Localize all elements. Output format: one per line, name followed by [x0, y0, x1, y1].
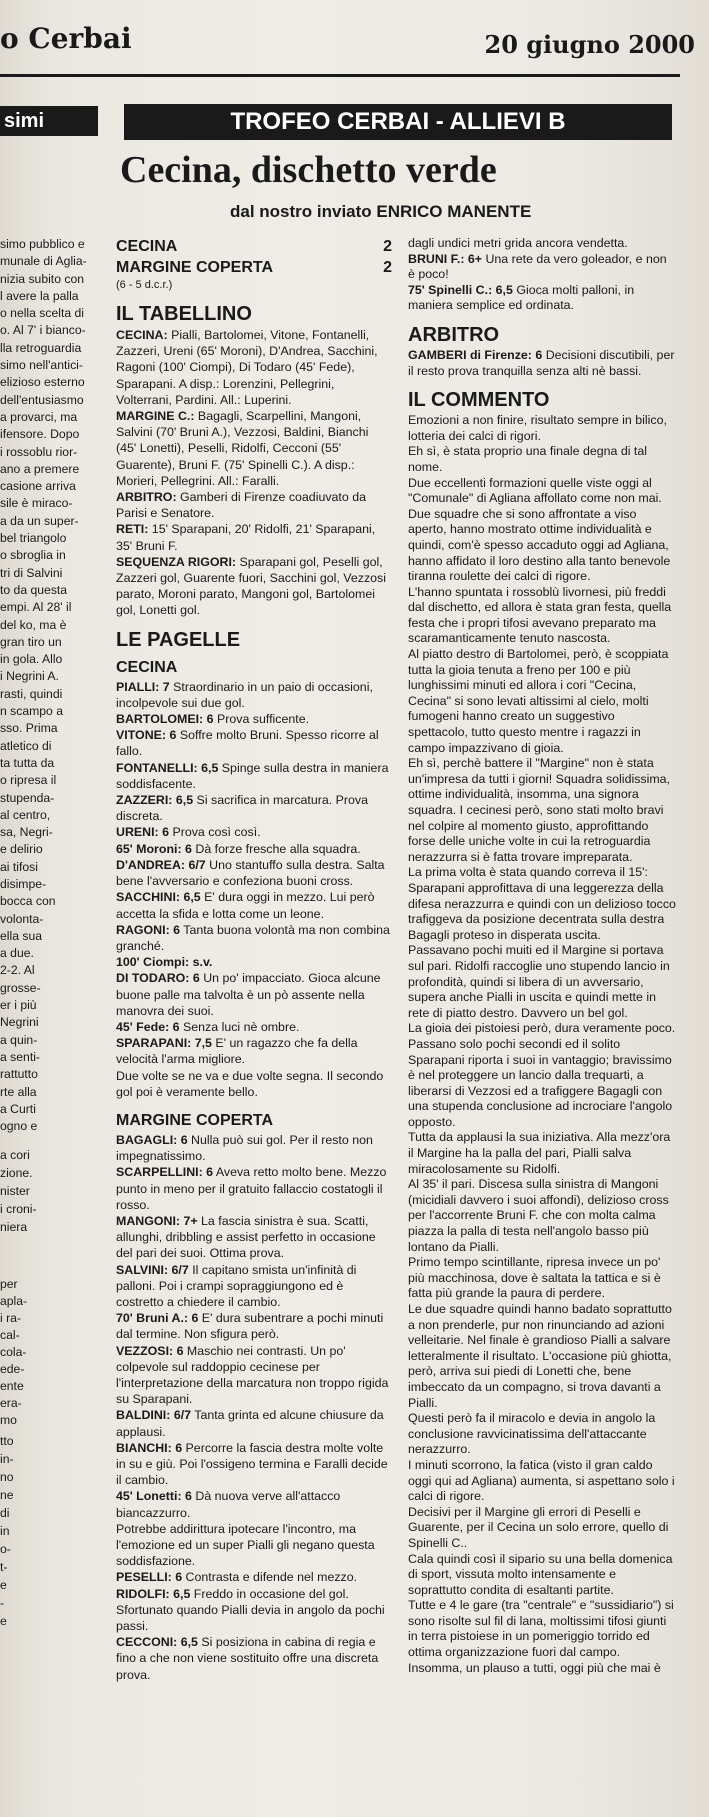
item-lead: RAGONI: 6	[116, 922, 181, 937]
player-rating	[116, 970, 392, 1019]
fragment-line: rattutto	[0, 1067, 38, 1082]
player-rating	[116, 1262, 392, 1311]
fragment-line: in	[0, 1524, 10, 1538]
item-text: Aveva retto molto bene. Mezzo punto in meno per il gratuito fallaccio costatogli il rosso.	[116, 1165, 387, 1212]
right-column	[408, 236, 676, 1676]
left-column-fragment	[0, 236, 96, 1135]
fragment-line: tri di Salvini	[0, 565, 63, 580]
commento-paragraph: La prima volta è stata quando correva il 15': Sparapani approfittava di una leggerezza della difesa nerazzurra e quindi con un delizioso tocco trafiggeva da posizione decentrata sulla destra Bagagli proteso in disperata uscita.	[408, 865, 676, 942]
fragment-line: o nella scelta di	[0, 306, 85, 321]
item-lead: BRUNI F.: 6+	[408, 251, 483, 266]
item-text: Senza luci nè ombre.	[179, 1019, 300, 1034]
fragment-line: e	[0, 1614, 7, 1628]
commento-paragraph: I minuti scorrono, la fatica (visto il gran caldo oggi qui ad Agliana) aumenta, si aspettano solo i calci di rigore.	[408, 1457, 675, 1504]
item-text: Percorre la fascia destra molte volte in su e giù. Poi l'ossigeno termina e Faralli decide il cambio.	[116, 1440, 388, 1488]
tabellino-paragraph	[116, 554, 392, 619]
team2-score: 2	[383, 259, 392, 276]
commento-paragraph: Primo tempo scintillante, ripresa invece un po' più macchinosa, dove è saltata la tattica e si è fatta più grande la paura di perdere.	[408, 1255, 661, 1301]
player-rating	[116, 1132, 392, 1164]
fragment-line: o sbroglia in	[0, 548, 66, 563]
commento-paragraph: Passano solo pochi secondi ed il solito Sparapani riporta i suoi in vantaggio; bravissimo è nel proteggere un lancio dalla trequarti, a liberarsi di Vezzosi ed a trafiggere Bagagli con una stupenda conclusione ad incrociare l'angolo opposto.	[408, 1036, 673, 1129]
item-text: Freddo in occasione del gol. Sfortunato quando Pialli devia in angolo da pochi passi.	[116, 1586, 385, 1634]
player-rating	[116, 1019, 392, 1035]
tabellino-paragraph	[116, 408, 392, 489]
item-text: Straordinario in un paio di occasioni, incolpevole sui due gol.	[116, 679, 373, 710]
score-row-team2	[116, 257, 392, 278]
commento-paragraph: Tutte e 4 le gare (tra "centrale" e "sussidiario") si sono risolte sul fil di lana, moltissimi tifosi giunti in terra pistoiese in un pomeriggio torrido ed ottima organizzazione fuori dal campo. Insomma, un plauso a tutti, oggi più che mai è	[408, 1598, 674, 1675]
right-column-top	[408, 236, 676, 314]
item-text: Pialli, Bartolomei, Vitone, Fontanelli, Zazzeri, Ureni (65' Moroni), D'Andrea, Sacchini, Ragoni (100' Ciompi), Di Todaro (45' Fede), Sparapani. A disp.: Lorenzini, Pellegrini, Volterrani, Pardini. All.: Luperini.	[116, 328, 378, 407]
team1-name: CECINA	[116, 238, 178, 255]
item-lead: PIALLI: 7	[116, 679, 170, 694]
fragment-line: ai tifosi	[0, 859, 38, 874]
pagelle-team2: MARGINE COPERTA	[116, 1111, 274, 1129]
item-lead: D'ANDREA: 6/7	[116, 857, 206, 872]
item-text: dagli undici metri grida ancora vendetta.	[408, 236, 628, 250]
item-lead: SACCHINI: 6,5	[116, 890, 201, 905]
item-text: Gamberi di Firenze coadiuvato da Parisi e Senatore.	[116, 490, 366, 521]
fragment-line: zione.	[0, 1166, 33, 1180]
player-rating	[116, 922, 392, 954]
item-lead: URENI: 6	[116, 825, 170, 840]
player-rating	[116, 1569, 392, 1585]
fragment-line: nizia subito con	[0, 271, 85, 286]
pagelle-team2-list	[116, 1132, 392, 1683]
fragment-line: rte alla	[0, 1084, 37, 1099]
penalty-note: (6 - 5 d.c.r.)	[116, 279, 173, 291]
item-lead: SCARPELLINI: 6	[116, 1165, 214, 1180]
item-text: Si posiziona in cabina di regia e fino a che non viene sostituito offre una discreta prova.	[116, 1635, 379, 1682]
pagelle-heading: LE PAGELLE	[116, 628, 241, 651]
item-text: La fascia sinistra è sua. Scatti, allunghi, dribbling e assist perfetto in occasione del pari dei suoi. Ottima prova.	[116, 1213, 376, 1261]
fragment-line: er i più	[0, 998, 37, 1013]
fragment-line: ne	[0, 1488, 14, 1502]
byline: dal nostro inviato ENRICO MANENTE	[230, 202, 532, 221]
player-rating	[116, 1407, 392, 1439]
commento-paragraph: Emozioni a non finire, risultato sempre in bilico, lotteria dei calci di rigori.	[408, 413, 667, 443]
fragment-line: dell'entusiasmo	[0, 392, 84, 407]
item-lead: VITONE: 6	[116, 728, 177, 743]
item-lead: PESELLI: 6	[116, 1570, 183, 1585]
fragment-line: a cori	[0, 1148, 30, 1162]
player-rating	[116, 857, 392, 889]
fragment-line: a senti-	[0, 1049, 40, 1064]
fragment-line: ifensore. Dopo	[0, 427, 80, 442]
fragment-line: t-	[0, 1560, 8, 1574]
player-rating	[116, 889, 392, 921]
team1-score: 2	[383, 238, 392, 255]
tabellino-body	[116, 327, 392, 619]
item-text: Tanta buona volontà ma non combina granché.	[116, 922, 390, 953]
header-rule	[0, 74, 680, 77]
fragment-line: a quin-	[0, 1032, 38, 1047]
arbitro-body: Decisioni discutibili, per il resto prova tranquilla senza alti nè bassi.	[408, 347, 675, 378]
pagelle-team1: CECINA	[116, 658, 178, 676]
fragment-line: simo nell'antici-	[0, 358, 83, 373]
commento-paragraph: Passavano pochi muiti ed il Margine si portava sul pari. Ridolfi raccoglie uno stupendo lancio in profondità, quindi si libera di un avversario, supera anche Pialli in uscita e quindi mette in rete di piatto destro. Davvero un bel gol.	[408, 943, 670, 1020]
item-text: Potrebbe addirittura ipotecare l'incontro, ma l'emozione ed un super Pialli gli negano questa soddisfazione.	[116, 1521, 375, 1569]
item-text: Tanta grinta ed alcune chiusure da applausi.	[116, 1408, 384, 1439]
player-rating	[408, 236, 676, 252]
item-lead: MANGONI: 7+	[116, 1213, 198, 1228]
item-text: Uno stantuffo sulla destra. Salta bene l'avversario e confeziona buoni cross.	[116, 857, 385, 889]
fragment-line: o ripresa il	[0, 773, 57, 788]
item-text: Il capitano smista un'infinità di palloni. Poi i crampi sopraggiungono ed è costretto a chiedere il cambio.	[116, 1262, 357, 1309]
player-rating	[116, 1343, 392, 1408]
fragment-line: era-	[0, 1396, 22, 1410]
item-lead: BIANCHI: 6	[116, 1440, 183, 1455]
commento-paragraph: Eh sì, è stata proprio una finale degna di tal nome.	[408, 444, 648, 474]
player-rating	[116, 954, 392, 970]
fragment-line: rasti, quindi	[0, 686, 63, 701]
fragment-line: -	[0, 1596, 5, 1610]
item-text: 15' Sparapani, 20' Ridolfi, 21' Sparapani, 35' Bruni F.	[116, 522, 376, 553]
fragment-line: a provarci, ma	[0, 409, 78, 424]
fragment-line: i ra-	[0, 1311, 21, 1325]
fragment-line: to da questa	[0, 582, 68, 597]
item-text: E' un ragazzo che fa della velocità l'arma migliore.	[116, 1036, 358, 1067]
item-lead: 75' Spinelli C.: 6,5	[408, 282, 513, 297]
fragment-line: e delirio	[0, 842, 43, 857]
fragment-line: bel triangolo	[0, 531, 67, 546]
team2-name: MARGINE COPERTA	[116, 259, 274, 276]
player-rating	[116, 1586, 392, 1635]
fragment-line: in gola. Allo	[0, 652, 63, 667]
player-rating	[116, 1440, 392, 1489]
fragment-line: o. Al 7' i bianco-	[0, 323, 86, 338]
fragment-line: casione arriva	[0, 479, 76, 494]
section-banner: TROFEO CERBAI - ALLIEVI B	[124, 104, 672, 140]
player-rating	[116, 1068, 392, 1100]
player-rating	[408, 252, 676, 283]
tabellino-heading: IL TABELLINO	[116, 303, 252, 325]
fragment-line: i croni-	[0, 1202, 37, 1216]
commento-paragraph: L'hanno spuntata i rossoblù livornesi, più freddi dal dischetto, ed allora è stata gran festa, quella festa che i propri tifosi avevano preparato ma scaramanticamente tenuto nascosta.	[408, 584, 672, 646]
commento-paragraph: Tutta da applausi la sua iniziativa. Alla mezz'ora il Margine ha la palla del pari, Pialli salva miracolosamente su Ridolfi.	[408, 1130, 671, 1176]
fragment-line: nister	[0, 1184, 30, 1198]
item-text: Gioca molti palloni, in maniera semplice ed ordinata.	[408, 282, 635, 313]
commento-paragraph: Al piatto destro di Bartolomei, però, è scoppiata tutta la gioia tenuta a freno per 100 e più lunghissimi minuti ed allora i cori "Cecina, Cecina" si sono levati altissimi al cielo, molti fumogeni hanno creato un suggestivo spettacolo, tutto questo mentre i ragazzi in campo impazzivano di gioia.	[408, 647, 669, 755]
commento-paragraph: Cala quindi così il sipario su una bella domenica di sport, vissuta molto intensamente e soprattutto condita di esaltanti partite.	[408, 1551, 673, 1597]
player-rating	[116, 1521, 392, 1570]
fragment-line: o-	[0, 1542, 11, 1556]
fragment-line: n scampo a	[0, 704, 64, 719]
fragment-line: no	[0, 1470, 14, 1484]
item-lead: RETI:	[116, 522, 149, 537]
fragment-line: ta tutta da	[0, 755, 55, 770]
player-rating	[408, 283, 676, 314]
fragment-line: cal-	[0, 1328, 20, 1342]
item-lead: 45' Fede: 6	[116, 1019, 180, 1034]
fragment-line: ede-	[0, 1362, 25, 1376]
player-rating	[116, 760, 392, 792]
tabellino-paragraph	[116, 521, 392, 553]
left-column-fragment-4	[0, 1432, 96, 1630]
fragment-line: tto	[0, 1434, 14, 1448]
item-lead: CECCONI: 6,5	[116, 1635, 198, 1650]
fragment-line: di	[0, 1506, 10, 1520]
item-text: Un po' impacciato. Gioca alcune buone palle ma talvolta è un pò assente nella manovra dei suoi.	[116, 971, 381, 1018]
item-lead: SALVINI: 6/7	[116, 1262, 189, 1277]
commento-paragraph: Due eccellenti formazioni quelle viste oggi al "Comunale" di Agliana affollato come non mai. Due squadre che si sono affrontate a viso aperto, hanno mostrato ottime individualità e quindi, com'è spesso accaduto oggi ad Agliana, hanno affidato il loro destino alla tanto benevole tiranna roulette dei calci di rigore.	[408, 475, 671, 584]
arbitro-lead: GAMBERI di Firenze: 6	[408, 347, 543, 362]
commento-body	[408, 413, 676, 1676]
commento-paragraph: Al 35' il pari. Discesa sulla sinistra di Mangoni (micidiali davvero i suoi affondi), delizioso cross per l'accorrente Bruni F. che con molta calma piazza la palla di testa nell'angolo basso più lontano da Pialli.	[408, 1177, 669, 1254]
player-rating	[116, 792, 392, 824]
item-text: E' dura oggi in mezzo. Lui però accetta la sfida e lotta come un leone.	[116, 890, 375, 921]
tabellino-paragraph	[116, 327, 392, 408]
fragment-line: a Curti	[0, 1101, 36, 1116]
fragment-line: del ko, ma è	[0, 617, 67, 632]
item-text: Dà nuova verve all'attacco biancazzurro.	[116, 1489, 341, 1520]
item-lead: 65' Moroni: 6	[116, 841, 192, 856]
fragment-line: e	[0, 1578, 7, 1592]
fragment-line: empi. Al 28' il	[0, 600, 72, 615]
item-text: Spinge sulla destra in maniera soddisfacente.	[116, 760, 389, 791]
item-lead: RIDOLFI: 6,5	[116, 1586, 191, 1601]
fragment-line: l avere la palla	[0, 288, 79, 303]
item-lead: FONTANELLI: 6,5	[116, 760, 219, 775]
fragment-line: sso. Prima	[0, 721, 58, 736]
player-rating	[116, 1213, 392, 1262]
item-lead: BAGAGLI: 6	[116, 1132, 188, 1147]
fragment-line: sa, Negri-	[0, 825, 53, 840]
fragment-line: apla-	[0, 1294, 28, 1308]
fragment-line: elizioso esterno	[0, 375, 85, 390]
fragment-line: mo	[0, 1413, 17, 1427]
fragment-line: ogno e	[0, 1119, 38, 1134]
left-column-fragment-2	[0, 1146, 96, 1236]
item-lead: ARBITRO:	[116, 490, 177, 505]
header-date: 20 giugno 2000	[484, 30, 695, 59]
fragment-line: ano a premere	[0, 461, 80, 476]
item-lead: MARGINE C.:	[116, 409, 195, 424]
commento-paragraph: Questi però fa il miracolo e devia in angolo la conclusione ravvicinatissima dell'attaccante nerazzurro.	[408, 1411, 656, 1457]
pagelle-team1-list	[116, 679, 392, 1100]
player-rating	[116, 824, 392, 840]
item-lead: BALDINI: 6/7	[116, 1408, 192, 1423]
commento-paragraph: Decisivi per il Margine gli errori di Peselli e Guarente, per il Cecina un solo errore, quello di Spinelli C..	[408, 1504, 669, 1550]
fragment-line: ente	[0, 1379, 24, 1393]
item-text: Soffre molto Bruni. Spesso ricorre al fallo.	[116, 728, 379, 759]
fragment-line: grosse-	[0, 980, 41, 995]
fragment-line: 2-2. Al	[0, 963, 35, 978]
item-lead: 100' Ciompi: s.v.	[116, 955, 213, 970]
item-lead: BARTOLOMEI: 6	[116, 712, 214, 727]
fragment-line: in-	[0, 1452, 14, 1466]
item-lead: SEQUENZA RIGORI:	[116, 554, 237, 569]
player-rating	[116, 1634, 392, 1683]
left-column-fragment-3	[0, 1276, 96, 1429]
fragment-line: a da un super-	[0, 513, 79, 528]
item-lead: DI TODARO: 6	[116, 971, 200, 986]
commento-paragraph: Eh sì, perchè battere il "Margine" non è stata un'impresa da tutti i giorni! Squadra solidissima, ottime individualità, insomma, una signora squadra. I cecinesi però, sono stati molto bravi nel colpire al momento giusto, approfittando forse delle uniche volte in cui la retroguardia nerazzurra si è fatta trovare impreparata.	[408, 756, 671, 864]
left-section-banner: simi	[0, 106, 98, 136]
fragment-line: sile è miraco-	[0, 496, 73, 511]
player-rating	[116, 727, 392, 759]
fragment-line: simo pubblico e	[0, 237, 85, 251]
fragment-line: i Negrini A.	[0, 669, 59, 684]
fragment-line: Negrini	[0, 1015, 39, 1030]
item-text: Bagagli, Scarpellini, Mangoni, Salvini (70' Bruni A.), Vezzosi, Baldini, Bianchi (45' Lonetti), Peselli, Ridolfi, Cecconi (55' Guarente), Bruni F. (75' Spinelli C.). A disp.: Morieri, Pellegrini. All.: Faralli.	[116, 409, 369, 488]
fragment-line: stupenda-	[0, 790, 55, 805]
item-text: Prova così così.	[169, 825, 261, 840]
fragment-line: volonta-	[0, 911, 44, 926]
item-lead: 70' Bruni A.: 6	[116, 1311, 199, 1326]
commento-heading: IL COMMENTO	[408, 389, 550, 412]
item-text: E' dura subentrare a pochi minuti dal termine. Non sfigura però.	[116, 1311, 384, 1342]
item-lead: VEZZOSI: 6	[116, 1343, 184, 1358]
fragment-line: atletico di	[0, 738, 52, 753]
item-lead: CECINA:	[116, 328, 168, 342]
item-text: Contrasta e difende nel mezzo.	[182, 1570, 358, 1585]
middle-column	[116, 236, 392, 1683]
fragment-line: gran tiro un	[0, 634, 62, 649]
article-title: Cecina, dischetto verde	[120, 149, 497, 191]
fragment-line: lla retroguardia	[0, 340, 82, 355]
fragment-line: niera	[0, 1220, 28, 1234]
player-rating	[116, 679, 392, 711]
item-lead: SPARAPANI: 7,5	[116, 1036, 212, 1051]
item-text: Sparapani gol, Peselli gol, Zazzeri gol, Guarente fuori, Sacchini gol, Vezzosi parato, Moroni parato, Mangoni gol, Bartolomei gol, Lonetti gol.	[116, 554, 386, 618]
fragment-line: munale di Aglia-	[0, 254, 87, 269]
item-text: Due volte se ne va e due volte segna. Il secondo gol poi è veramente bello.	[116, 1068, 384, 1099]
header-title: o Cerbai	[0, 22, 132, 55]
arbitro-heading: ARBITRO	[408, 323, 500, 346]
fragment-line: per	[0, 1277, 18, 1291]
player-rating	[116, 1035, 392, 1067]
commento-paragraph: La gioia dei pistoiesi però, dura veramente poco.	[408, 1021, 676, 1036]
player-rating	[116, 1310, 392, 1342]
score-row-team1	[116, 236, 392, 257]
player-rating	[116, 711, 392, 727]
player-rating	[116, 841, 392, 857]
item-text: Prova sufficente.	[213, 712, 310, 727]
commento-paragraph: Le due squadre quindi hanno badato soprattutto a non prenderle, pur non rinunciando ad azioni velleitarie. Nel finale è grandioso Pialli a salvare letteralmente il risultato. L'occasione più ghiotta, però, arriva sui piedi di Lonetti che, bene imbeccato da un compagno, si trova davanti a Pialli.	[408, 1302, 672, 1410]
item-text: Una rete da vero goleador, e non è poco!	[408, 251, 667, 282]
player-rating	[116, 1488, 392, 1520]
item-lead: 45' Lonetti: 6	[116, 1489, 192, 1504]
tabellino-paragraph	[116, 489, 392, 521]
fragment-line: cola-	[0, 1345, 27, 1359]
item-text: Si sacrifica in marcatura. Prova discreta.	[116, 793, 369, 824]
fragment-line: a due.	[0, 946, 34, 961]
fragment-line: i rossoblu rior-	[0, 444, 78, 459]
fragment-line: al centro,	[0, 807, 51, 822]
item-text: Dà forze fresche alla squadra.	[191, 841, 361, 856]
item-text: Nulla può sui gol. Per il resto non impegnatissimo.	[116, 1132, 373, 1164]
item-lead: ZAZZERI: 6,5	[116, 793, 194, 808]
fragment-line: ella sua	[0, 928, 43, 943]
arbitro-text	[408, 348, 676, 379]
fragment-line: bocca con	[0, 894, 56, 909]
item-text: Maschio nei contrasti. Un po' colpevole sul raddoppio cecinese per l'interpretazione della marcatura non troppo rigida su Sparapani.	[116, 1343, 389, 1407]
fragment-line: disimpe-	[0, 876, 47, 891]
player-rating	[116, 1164, 392, 1213]
